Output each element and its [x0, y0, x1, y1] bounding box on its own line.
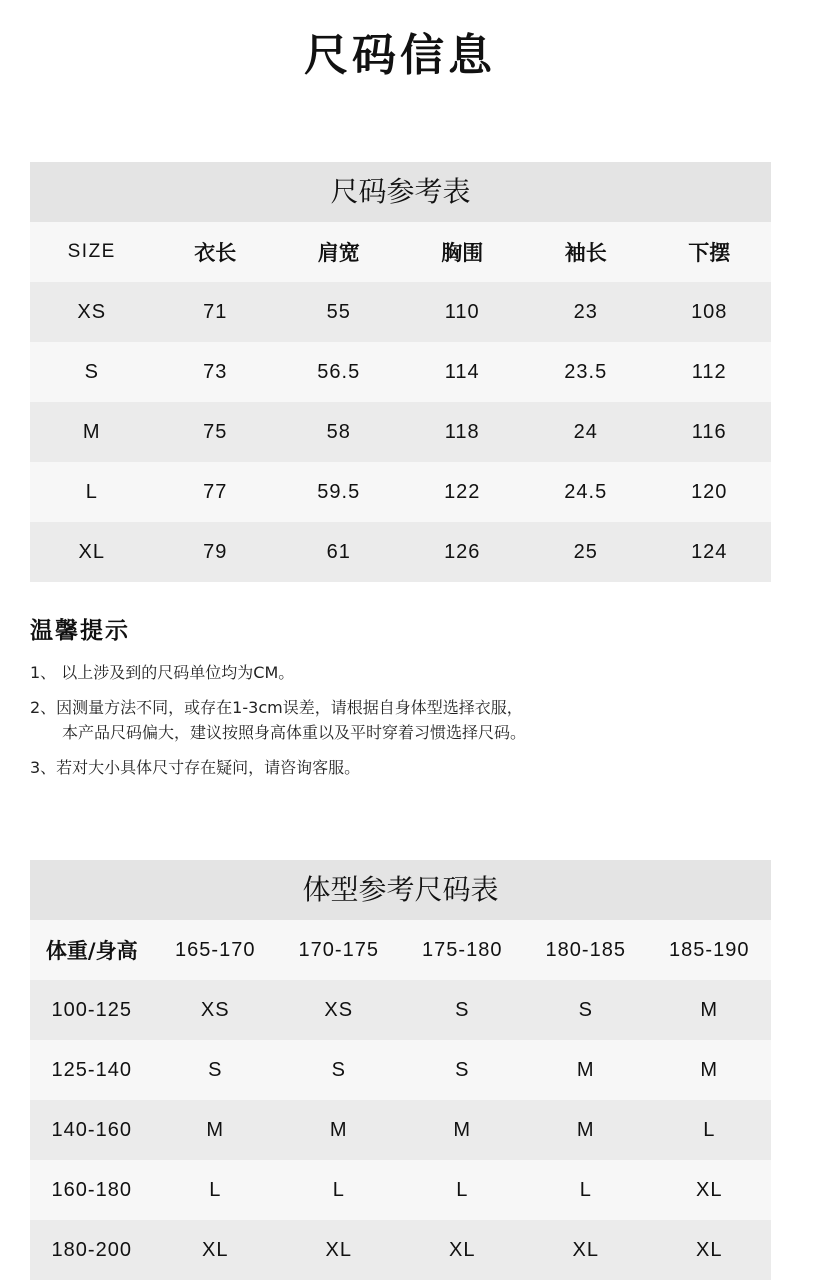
table-cell: 23 [573, 300, 598, 323]
table-cell: M [700, 1058, 719, 1081]
table-cell: M [576, 1058, 595, 1081]
table-row [30, 980, 771, 1040]
table-cell: 116 [691, 420, 727, 443]
body-table-header-row [30, 920, 771, 980]
table-cell: L [332, 1178, 345, 1201]
table-cell: 125-140 [51, 1058, 132, 1081]
table-cell: XL [449, 1238, 476, 1261]
table-cell: 140-160 [51, 1118, 132, 1141]
table-row [30, 1220, 771, 1280]
table-cell: 160-180 [51, 1178, 132, 1201]
table-cell: M [700, 998, 719, 1021]
page-title: 尺码信息 [304, 30, 496, 81]
size-table-header-row [30, 222, 771, 282]
table-cell: 79 [203, 540, 228, 563]
table-row [30, 1160, 771, 1220]
table-cell: XS [200, 998, 230, 1021]
table-cell: 59.5 [317, 480, 361, 503]
table-row [30, 282, 771, 342]
table-row [30, 1100, 771, 1160]
table-cell: S [331, 1058, 346, 1081]
table-cell: XL [696, 1178, 723, 1201]
body-header-height-range: 175-180 [422, 938, 503, 961]
table-cell: 122 [444, 480, 481, 503]
table-cell: 77 [203, 480, 228, 503]
table-cell: 118 [444, 420, 480, 443]
table-cell: 24 [573, 420, 598, 443]
body-header-height-range: 170-175 [298, 938, 379, 961]
table-cell: 112 [691, 360, 727, 383]
table-cell: 73 [203, 360, 228, 383]
tip-item: 2、因测量方法不同，或存在1-3cm误差，请根据自身体型选择衣服， [30, 698, 523, 717]
table-cell: XS [324, 998, 354, 1021]
table-cell: 24.5 [564, 480, 608, 503]
table-cell: XL [325, 1238, 352, 1261]
size-header-sleeve: 袖长 [564, 241, 607, 265]
table-cell: M [82, 420, 101, 443]
table-cell: XL [696, 1238, 723, 1261]
tips-list [30, 660, 770, 780]
table-cell: 120 [691, 480, 728, 503]
size-header-chest: 胸围 [441, 241, 484, 265]
table-cell: S [578, 998, 593, 1021]
table-cell: M [453, 1118, 472, 1141]
table-cell: L [209, 1178, 222, 1201]
table-cell: L [85, 480, 98, 503]
table-cell: S [455, 998, 470, 1021]
size-header-length: 衣长 [194, 241, 237, 265]
table-cell: 100-125 [51, 998, 132, 1021]
tips-title: 温馨提示 [30, 618, 130, 644]
body-header-weight-height: 体重/身高 [45, 939, 138, 963]
size-header-size: SIZE [67, 241, 116, 262]
table-cell: M [329, 1118, 348, 1141]
table-cell: XS [77, 300, 107, 323]
table-cell: 58 [326, 420, 351, 443]
table-cell: 55 [326, 300, 351, 323]
table-row [30, 462, 771, 522]
table-cell: S [208, 1058, 223, 1081]
table-cell: 180-200 [51, 1238, 132, 1261]
table-cell: 126 [444, 540, 481, 563]
size-header-hem: 下摆 [688, 241, 731, 265]
tip-item: 1、 以上涉及到的尺码单位均为CM。 [30, 663, 295, 682]
table-cell: 71 [203, 300, 228, 323]
table-cell: S [84, 360, 99, 383]
body-table-caption: 体型参考尺码表 [30, 860, 771, 920]
table-cell: 75 [203, 420, 228, 443]
size-table-caption: 尺码参考表 [30, 162, 771, 222]
table-cell: 23.5 [564, 360, 608, 383]
table-cell: M [576, 1118, 595, 1141]
table-cell: S [455, 1058, 470, 1081]
table-row [30, 522, 771, 582]
tip-item: 3、若对大小具体尺寸存在疑问，请咨询客服。 [30, 758, 361, 777]
body-header-height-range: 180-185 [545, 938, 626, 961]
table-cell: XL [78, 540, 105, 563]
table-cell: 61 [326, 540, 351, 563]
tip-item-continued: 本产品尺码偏大，建议按照身高体重以及平时穿着习惯选择尺码。 [62, 723, 527, 742]
table-cell: 25 [573, 540, 598, 563]
size-reference-table [30, 162, 771, 582]
body-type-table [30, 860, 771, 1280]
table-row [30, 402, 771, 462]
table-cell: 114 [444, 360, 480, 383]
table-cell: L [703, 1118, 716, 1141]
table-cell: L [579, 1178, 592, 1201]
table-row [30, 342, 771, 402]
table-cell: 124 [691, 540, 728, 563]
table-cell: 56.5 [317, 360, 361, 383]
table-cell: 110 [444, 300, 480, 323]
table-cell: XL [202, 1238, 229, 1261]
table-cell: M [206, 1118, 225, 1141]
table-cell: XL [572, 1238, 599, 1261]
table-cell: 108 [691, 300, 728, 323]
table-cell: L [456, 1178, 469, 1201]
body-header-height-range: 165-170 [175, 938, 256, 961]
body-header-height-range: 185-190 [669, 938, 750, 961]
table-row [30, 1040, 771, 1100]
size-header-shoulder: 肩宽 [317, 241, 360, 265]
